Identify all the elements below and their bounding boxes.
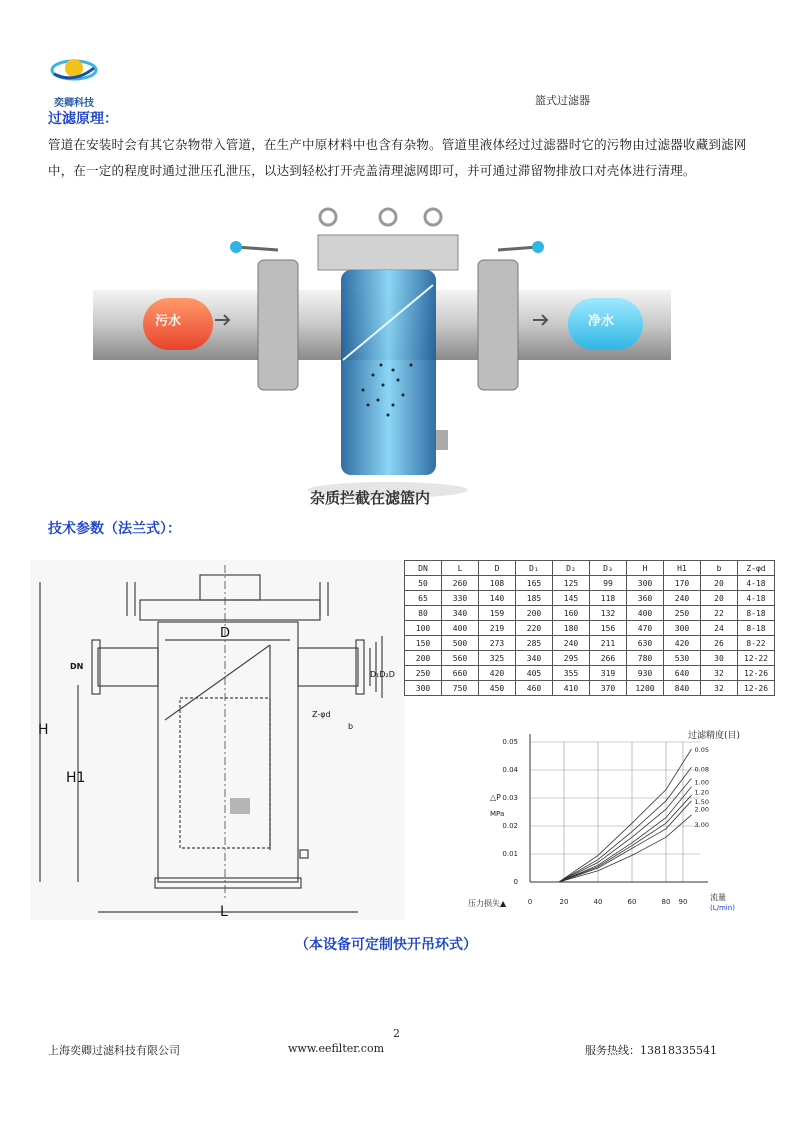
- series-label-2.00: 2.00: [694, 805, 709, 814]
- table-cell: 125: [553, 576, 590, 591]
- table-cell: 930: [627, 666, 664, 681]
- x-axis-unit: (L/min): [710, 904, 735, 912]
- table-header-cell: D₂: [553, 561, 590, 576]
- x-tick-label: 0: [527, 898, 533, 906]
- series-label-0.08: 0.08: [694, 765, 709, 774]
- table-header-cell: DN: [405, 561, 442, 576]
- table-cell: 165: [516, 576, 553, 591]
- table-cell: 240: [553, 636, 590, 651]
- table-cell: 319: [590, 666, 627, 681]
- table-header-row: [405, 561, 775, 576]
- corner-label: 压力损失▲: [468, 899, 507, 908]
- table-cell: 150: [405, 636, 442, 651]
- table-cell: 285: [516, 636, 553, 651]
- table-cell: 630: [627, 636, 664, 651]
- dim-label-b: b: [348, 722, 354, 731]
- logo-text: 奕卿科技: [54, 98, 94, 109]
- table-cell: 325: [479, 651, 516, 666]
- table-row: [405, 621, 775, 636]
- table-header-cell: D₃: [590, 561, 627, 576]
- table-cell: 118: [590, 591, 627, 606]
- table-cell: 340: [516, 651, 553, 666]
- table-cell: 20: [701, 576, 738, 591]
- table-cell: 400: [442, 621, 479, 636]
- y-tick-label: 0: [513, 878, 518, 886]
- table-cell: 140: [479, 591, 516, 606]
- pressure-loss-chart: [460, 722, 775, 922]
- table-cell: 750: [442, 681, 479, 696]
- table-cell: 132: [590, 606, 627, 621]
- table-cell: 560: [442, 651, 479, 666]
- chart-svg: [460, 722, 775, 922]
- table-row: [405, 681, 775, 696]
- table-row: [405, 666, 775, 681]
- table-cell: 211: [590, 636, 627, 651]
- dim-label-H1: H1: [66, 770, 86, 786]
- table-cell: 200: [516, 606, 553, 621]
- principle-paragraph: 管道在安装时会有其它杂物带入管道，在生产中原材料中也含有杂物。管道里液体经过过滤器时它的污物由过滤器收藏到滤网中，在一定的程度时通过泄压孔泄压，以达到轻松打开壳盖清理滤网即可，并可通过滞留物排放口对壳体进行清理。: [48, 137, 747, 178]
- illustration-caption: 杂质拦截在滤篮内: [310, 489, 431, 507]
- table-cell: 8-22: [738, 636, 775, 651]
- y-tick-label: 0.03: [502, 794, 518, 802]
- table-cell: 295: [553, 651, 590, 666]
- series-line-0.05: [559, 749, 692, 882]
- table-cell: 20: [701, 591, 738, 606]
- table-cell: 420: [664, 636, 701, 651]
- table-cell: 12-22: [738, 651, 775, 666]
- table-cell: 8-18: [738, 606, 775, 621]
- table-cell: 250: [664, 606, 701, 621]
- table-cell: 12-26: [738, 666, 775, 681]
- table-cell: 400: [627, 606, 664, 621]
- footer-website[interactable]: www.eefilter.com: [288, 1042, 385, 1055]
- dim-label-D: D: [220, 626, 231, 641]
- table-cell: 273: [479, 636, 516, 651]
- table-header-cell: H1: [664, 561, 701, 576]
- table-row: [405, 636, 775, 651]
- table-cell: 300: [405, 681, 442, 696]
- table-header-cell: b: [701, 561, 738, 576]
- x-tick-label: 60: [627, 898, 637, 906]
- table-cell: 160: [553, 606, 590, 621]
- table-cell: 26: [701, 636, 738, 651]
- table-cell: 219: [479, 621, 516, 636]
- y-tick-label: 0.04: [502, 766, 518, 774]
- x-axis-label: 流量: [710, 893, 726, 902]
- y-axis-unit: MPa: [490, 810, 505, 818]
- table-cell: 300: [664, 621, 701, 636]
- table-row: [405, 591, 775, 606]
- table-cell: 145: [553, 591, 590, 606]
- table-cell: 360: [627, 591, 664, 606]
- table-cell: 500: [442, 636, 479, 651]
- clean-water-label: 净水: [588, 314, 615, 329]
- table-row: [405, 651, 775, 666]
- table-header-cell: L: [442, 561, 479, 576]
- section-heading-principle: 过滤原理：: [48, 111, 118, 127]
- table-header-cell: H: [627, 561, 664, 576]
- table-header-cell: D: [479, 561, 516, 576]
- table-cell: 266: [590, 651, 627, 666]
- x-tick-label: 40: [593, 898, 603, 906]
- table-cell: 12-26: [738, 681, 775, 696]
- table-cell: 220: [516, 621, 553, 636]
- customization-note: （本设备可定制快开吊环式）: [295, 937, 477, 953]
- table-cell: 80: [405, 606, 442, 621]
- logo: [48, 54, 100, 109]
- series-label-1.00: 1.00: [694, 778, 709, 787]
- technical-drawing: [30, 560, 405, 920]
- table-cell: 50: [405, 576, 442, 591]
- dirty-water-label: 污水: [155, 314, 182, 329]
- table-cell: 170: [664, 576, 701, 591]
- table-cell: 4-18: [738, 576, 775, 591]
- table-cell: 240: [664, 591, 701, 606]
- table-header-cell: Z-φd: [738, 561, 775, 576]
- table-cell: 200: [405, 651, 442, 666]
- table-cell: 185: [516, 591, 553, 606]
- table-cell: 330: [442, 591, 479, 606]
- table-cell: 100: [405, 621, 442, 636]
- table-cell: 450: [479, 681, 516, 696]
- dim-label-D123: D₁D₂D: [370, 670, 395, 679]
- series-line-1.20: [559, 787, 692, 882]
- series-label-1.20: 1.20: [694, 788, 709, 797]
- series-line-1.50: [559, 795, 692, 882]
- table-cell: 32: [701, 666, 738, 681]
- page-number: 2: [393, 1027, 400, 1040]
- footer-hotline: 服务热线：13818335541: [585, 1044, 717, 1057]
- table-cell: 640: [664, 666, 701, 681]
- table-cell: 99: [590, 576, 627, 591]
- table-cell: 840: [664, 681, 701, 696]
- table-cell: 30: [701, 651, 738, 666]
- document-title: 篮式过滤器: [535, 94, 590, 107]
- table-cell: 159: [479, 606, 516, 621]
- table-cell: 420: [479, 666, 516, 681]
- table-cell: 660: [442, 666, 479, 681]
- table-cell: 410: [553, 681, 590, 696]
- table-row: [405, 576, 775, 591]
- table-cell: 340: [442, 606, 479, 621]
- dim-label-DN: DN: [70, 662, 84, 671]
- table-cell: 1200: [627, 681, 664, 696]
- table-cell: 24: [701, 621, 738, 636]
- table-cell: 780: [627, 651, 664, 666]
- table-cell: 4-18: [738, 591, 775, 606]
- y-tick-label: 0.01: [502, 850, 518, 858]
- table-cell: 530: [664, 651, 701, 666]
- filter-illustration: [93, 205, 671, 520]
- chart-title: 过滤精度(目): [687, 731, 740, 741]
- series-label-0.05: 0.05: [694, 746, 709, 754]
- logo-mark-icon: [48, 54, 100, 88]
- x-tick-label: 80: [661, 898, 671, 906]
- series-label-3.00: 3.00: [694, 820, 709, 829]
- table-cell: 8-18: [738, 621, 775, 636]
- table-cell: 405: [516, 666, 553, 681]
- table-header-cell: D₁: [516, 561, 553, 576]
- params-table: [404, 560, 775, 696]
- table-cell: 32: [701, 681, 738, 696]
- x-tick-label: 20: [559, 898, 569, 906]
- table-cell: 250: [405, 666, 442, 681]
- series-label-1.50: 1.50: [694, 798, 709, 807]
- y-tick-label: 0.02: [502, 822, 518, 830]
- parameter-table: [404, 560, 775, 696]
- dim-label-H: H: [38, 722, 49, 738]
- section-heading-params: 技术参数（法兰式）：: [48, 521, 181, 537]
- x-tick-label: 90: [678, 898, 688, 906]
- table-cell: 370: [590, 681, 627, 696]
- dim-label-Zd: Z-φd: [312, 710, 331, 719]
- series-line-0.08: [559, 767, 692, 882]
- series-line-2.00: [559, 801, 692, 882]
- footer-company: 上海奕卿过滤科技有限公司: [48, 1044, 180, 1057]
- table-cell: 260: [442, 576, 479, 591]
- y-axis-label: △P: [490, 793, 501, 802]
- table-cell: 300: [627, 576, 664, 591]
- table-cell: 460: [516, 681, 553, 696]
- table-cell: 108: [479, 576, 516, 591]
- y-tick-label: 0.05: [502, 738, 518, 746]
- dim-label-L: L: [220, 904, 228, 920]
- table-cell: 65: [405, 591, 442, 606]
- table-cell: 355: [553, 666, 590, 681]
- table-row: [405, 606, 775, 621]
- table-cell: 470: [627, 621, 664, 636]
- table-cell: 22: [701, 606, 738, 621]
- table-cell: 180: [553, 621, 590, 636]
- table-cell: 156: [590, 621, 627, 636]
